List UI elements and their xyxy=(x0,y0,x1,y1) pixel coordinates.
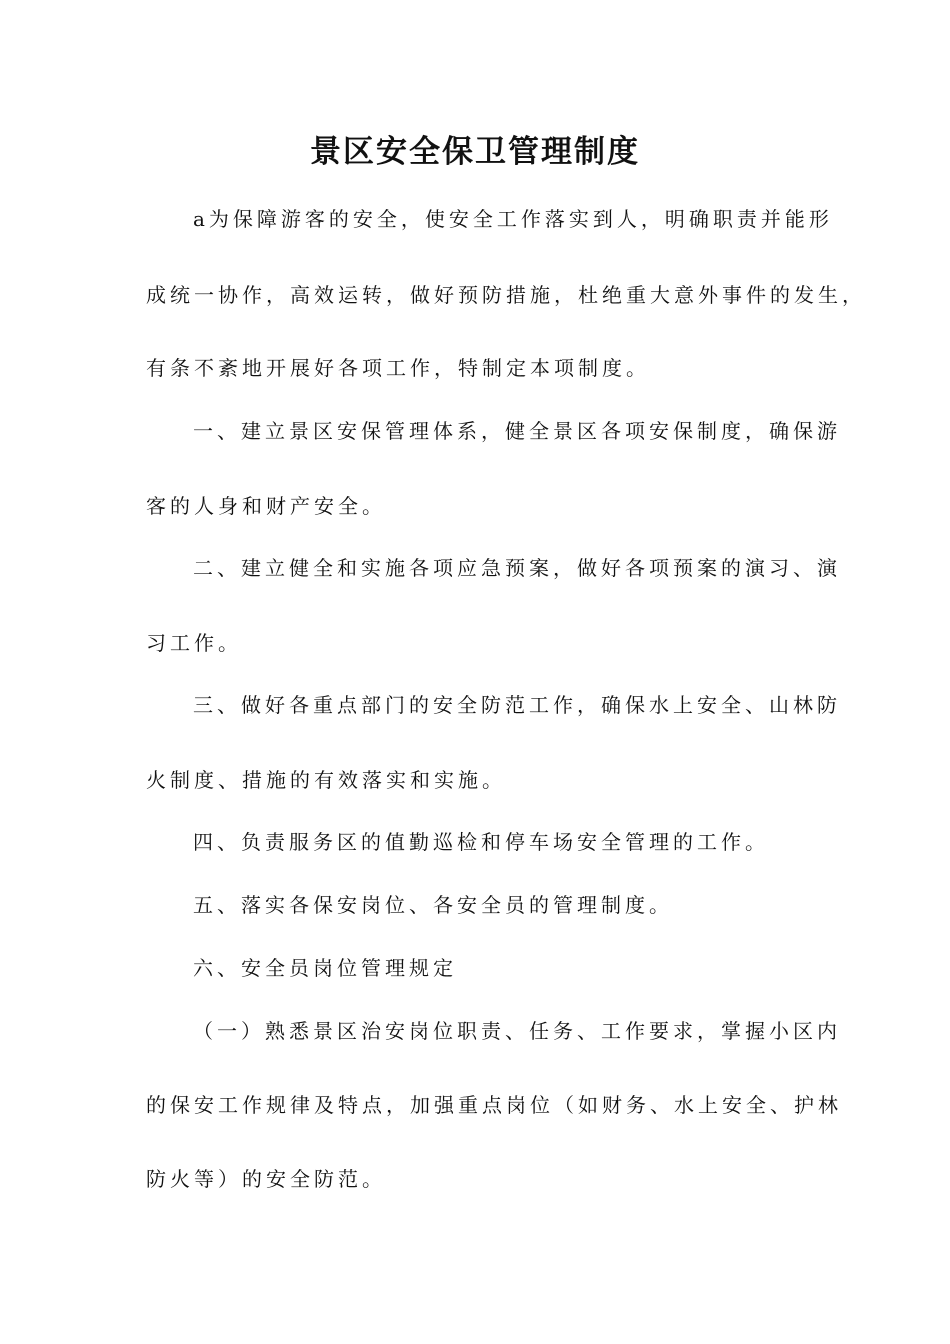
paragraph-line: 二、建立健全和实施各项应急预案，做好各项预案的演习、演 xyxy=(193,556,841,580)
paragraph-line: 防火等）的安全防范。 xyxy=(146,1167,386,1191)
paragraph-line: （一）熟悉景区治安岗位职责、任务、工作要求，掌握小区内 xyxy=(193,1019,841,1043)
paragraph-line: 客的人身和财产安全。 xyxy=(146,494,386,518)
paragraph-line: 成统一协作，高效运转，做好预防措施，杜绝重大意外事件的发生， xyxy=(146,283,866,307)
paragraph-line: 火制度、措施的有效落实和实施。 xyxy=(146,768,506,792)
document-title: 景区安全保卫管理制度 xyxy=(310,134,640,170)
paragraph-line: 三、做好各重点部门的安全防范工作，确保水上安全、山林防 xyxy=(193,693,841,717)
paragraph-line: 五、落实各保安岗位、各安全员的管理制度。 xyxy=(193,893,673,917)
paragraph-line: a为保障游客的安全，使安全工作落实到人，明确职责并能形 xyxy=(193,207,833,231)
paragraph-line: 四、负责服务区的值勤巡检和停车场安全管理的工作。 xyxy=(193,830,769,854)
paragraph-line: 的保安工作规律及特点，加强重点岗位（如财务、水上安全、护林 xyxy=(146,1093,842,1117)
paragraph-line: 六、安全员岗位管理规定 xyxy=(193,956,457,980)
paragraph-line: 习工作。 xyxy=(146,631,242,655)
paragraph-line: 有条不紊地开展好各项工作，特制定本项制度。 xyxy=(146,356,650,380)
paragraph-line: 一、建立景区安保管理体系，健全景区各项安保制度，确保游 xyxy=(193,419,841,443)
